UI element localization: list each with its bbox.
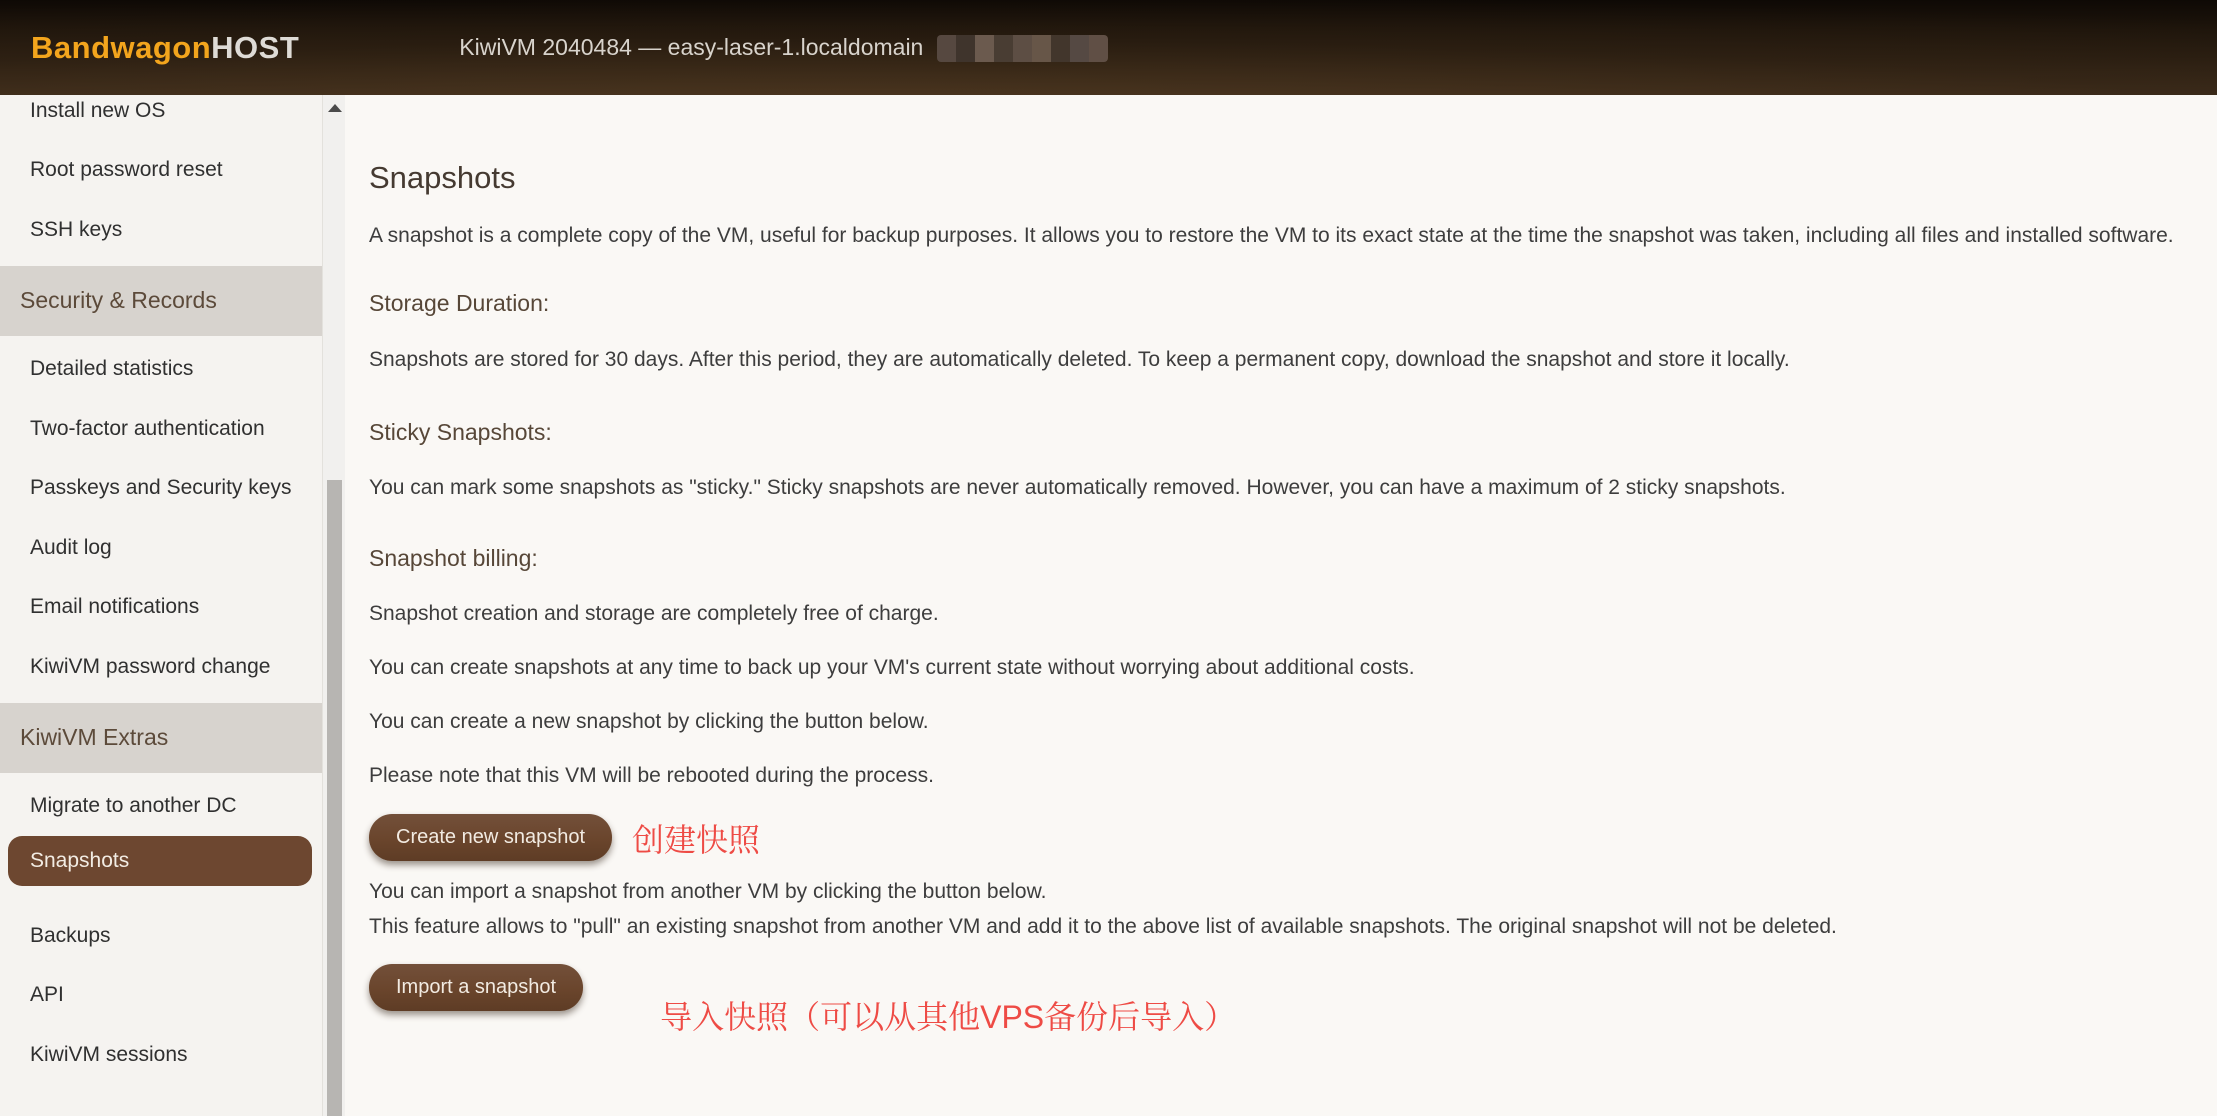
bandwagonhost-logo[interactable] [31,30,299,66]
import-snapshot-text [369,874,2193,944]
sidebar-item-detailed-statistics[interactable]: Detailed statistics [30,357,194,381]
sidebar-item-root-password-reset[interactable]: Root password reset [30,158,223,182]
snapshots-page [345,95,2217,1116]
import-snapshot-annotation: 导入快照（可以从其他VPS备份后导入） [660,999,1237,1035]
sidebar-scrollbar[interactable] [322,95,345,1116]
sidebar-item-audit-log[interactable]: Audit log [30,535,112,559]
sidebar-section-kiwivm-extras: KiwiVM Extras [0,703,322,773]
sidebar-item-snapshots-selected[interactable]: Snapshots [8,836,312,886]
snapshots-intro-text: A snapshot is a complete copy of the VM, useful for backup purposes. It allows you to restore the VM to its exact state at the time the snapshot was taken, including all files and installed software. [369,224,2174,247]
create-snapshot-annotation: 创建快照 [632,822,761,858]
import-a-snapshot-button[interactable]: Import a snapshot [369,964,583,1011]
censored-ip-blur [937,35,1108,62]
logo-bandwagon-text: Bandwagon [31,29,212,65]
vm-title: KiwiVM 2040484 — easy-laser-1.localdomain [459,34,924,60]
snapshot-billing-heading: Snapshot billing: [369,545,538,571]
scroll-up-arrow-icon [328,104,342,112]
header-bar [0,0,2217,95]
sidebar-item-migrate-to-another-dc[interactable]: Migrate to another DC [30,794,237,818]
logo-host-text: HOST [211,29,300,65]
sidebar-item-backups[interactable]: Backups [30,923,111,947]
import-text-line2: This feature allows to "pull" an existing snapshot from another VM and add it to the above list of available snapshots. The original snapshot will not be deleted. [369,915,1837,938]
sidebar-item-passkeys-security-keys[interactable]: Passkeys and Security keys [30,476,292,500]
import-text-line1: You can import a snapshot from another VM by clicking the button below. [369,880,1047,903]
billing-text-reboot-note: Please note that this VM will be rebooted during the process. [369,764,934,787]
sticky-snapshots-heading: Sticky Snapshots: [369,419,552,445]
sidebar-item-api[interactable]: API [30,983,64,1007]
sidebar-item-email-notifications[interactable]: Email notifications [30,595,200,619]
sticky-snapshots-text: You can mark some snapshots as "sticky." Sticky snapshots are never automatically removed. However, you can have a maximum of 2 sticky snapshots. [369,476,1786,499]
billing-text-free-of-charge: Snapshot creation and storage are completely free of charge. [369,602,939,625]
page-title: Snapshots [369,160,516,195]
scrollbar-up-button[interactable] [323,95,346,121]
sidebar-item-kiwivm-sessions[interactable]: KiwiVM sessions [30,1042,188,1066]
sidebar-item-two-factor-authentication[interactable]: Two-factor authentication [30,416,265,440]
sidebar-item-kiwivm-password-change[interactable]: KiwiVM password change [30,654,271,678]
storage-duration-heading: Storage Duration: [369,290,550,316]
billing-text-create-any-time: You can create snapshots at any time to back up your VM's current state without worrying about additional costs. [369,656,1415,679]
create-snapshot-row [369,813,2193,861]
sidebar-nav [0,95,322,1116]
storage-duration-text: Snapshots are stored for 30 days. After this period, they are automatically deleted. To keep a permanent copy, download the snapshot and store it locally. [369,348,1790,371]
import-snapshot-row [369,964,2193,1038]
sidebar-section-security-records: Security & Records [0,266,322,336]
create-new-snapshot-button[interactable]: Create new snapshot [369,814,612,861]
sidebar-item-ssh-keys[interactable]: SSH keys [30,217,123,241]
billing-text-create-button-hint: You can create a new snapshot by clicking the button below. [369,710,929,733]
sidebar-item-install-new-os[interactable]: Install new OS [30,98,166,122]
sidebar-items [0,95,322,1085]
scrollbar-thumb[interactable] [327,480,342,1116]
